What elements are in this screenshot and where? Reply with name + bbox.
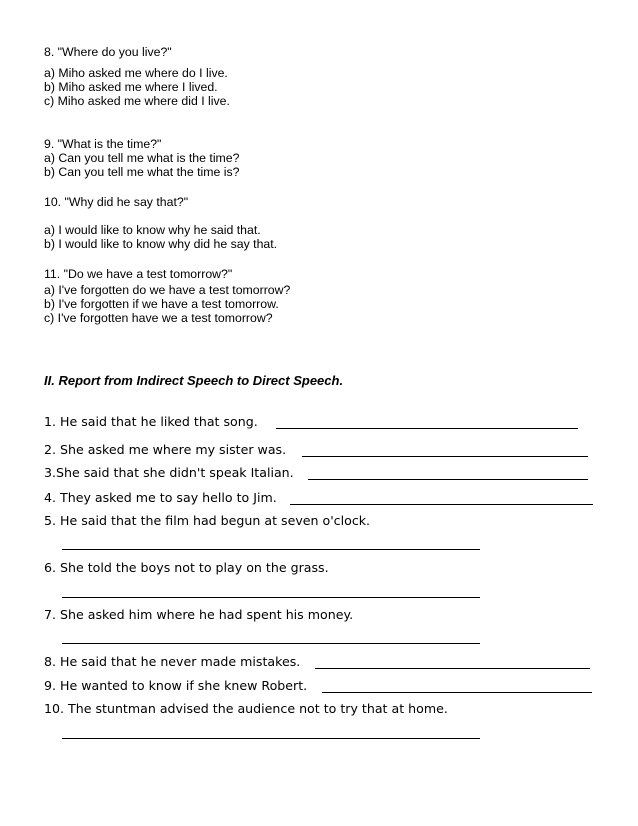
question-8-option-a: a) Miho asked me where do I live. (44, 66, 228, 80)
exercise-item-9: 9. He wanted to know if she knew Robert. (44, 678, 308, 693)
question-8-option-b: b) Miho asked me where I lived. (44, 80, 218, 94)
exercise-item-1: 1. He said that he liked that song. (44, 414, 258, 429)
exercise-item-7: 7. She asked him where he had spent his money. (44, 607, 354, 622)
question-10-option-a: a) I would like to know why he said that. (44, 223, 261, 237)
answer-blank-9[interactable] (322, 692, 592, 693)
question-9-option-a: a) Can you tell me what is the time? (44, 151, 240, 165)
answer-blank-10[interactable] (62, 738, 480, 739)
question-8-prompt: 8. "Where do you live?" (44, 45, 172, 59)
question-10-option-b: b) I would like to know why did he say that. (44, 237, 278, 251)
exercise-item-3: 3.She said that she didn't speak Italian. (44, 465, 294, 480)
question-9-option-b: b) Can you tell me what the time is? (44, 165, 240, 179)
exercise-item-8: 8. He said that he never made mistakes. (44, 654, 301, 669)
answer-blank-4[interactable] (290, 504, 593, 505)
answer-blank-6[interactable] (62, 597, 480, 598)
question-11-option-c: c) I've forgotten have we a test tomorrow? (44, 311, 273, 325)
question-8-option-c: c) Miho asked me where did I live. (44, 94, 230, 108)
answer-blank-1[interactable] (276, 428, 578, 429)
section-heading: II. Report from Indirect Speech to Direct Speech. (44, 373, 344, 388)
exercise-item-4: 4. They asked me to say hello to Jim. (44, 490, 277, 505)
answer-blank-3[interactable] (308, 479, 588, 480)
exercise-item-2: 2. She asked me where my sister was. (44, 442, 287, 457)
question-9-prompt: 9. "What is the time?" (44, 137, 162, 151)
question-11-prompt: 11. "Do we have a test tomorrow?" (44, 267, 233, 281)
question-10-prompt: 10. "Why did he say that?" (44, 195, 189, 209)
question-11-option-a: a) I've forgotten do we have a test tomorrow? (44, 283, 291, 297)
answer-blank-7[interactable] (62, 643, 480, 644)
answer-blank-8[interactable] (315, 668, 590, 669)
question-11-option-b: b) I've forgotten if we have a test tomorrow. (44, 297, 279, 311)
answer-blank-2[interactable] (302, 456, 588, 457)
exercise-item-10: 10. The stuntman advised the audience not to try that at home. (44, 701, 448, 716)
exercise-item-6: 6. She told the boys not to play on the grass. (44, 560, 329, 575)
exercise-item-5: 5. He said that the film had begun at seven o'clock. (44, 513, 371, 528)
answer-blank-5[interactable] (62, 549, 480, 550)
